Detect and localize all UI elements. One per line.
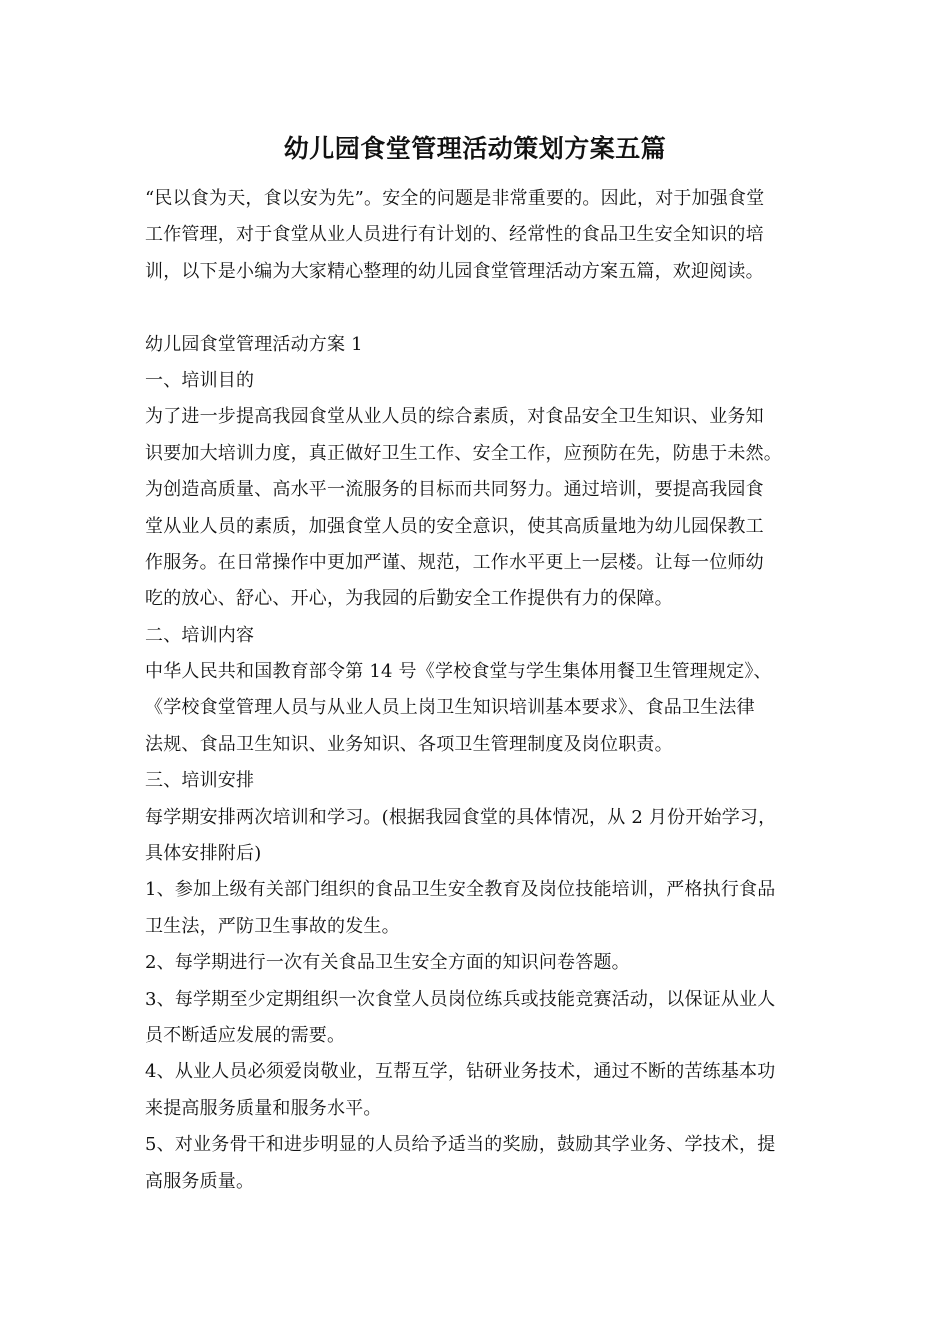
- list-item: 3、每学期至少定期组织一次食堂人员岗位练兵或技能竞赛活动，以保证从业人: [145, 988, 776, 1010]
- heading-training-purpose: 一、培训目的: [145, 369, 255, 391]
- body-line: 中华人民共和国教育部令第 14 号《学校食堂与学生集体用餐卫生管理规定》、: [145, 661, 772, 683]
- body-line: 识要加大培训力度，真正做好卫生工作、安全工作，应预防在先，防患于未然。: [145, 442, 782, 464]
- list-item: 2、每学期进行一次有关食品卫生安全方面的知识问卷答题。: [145, 952, 630, 974]
- paragraph-gap: [145, 290, 835, 326]
- body-line: 为了进一步提高我园食堂从业人员的综合素质，对食品安全卫生知识、业务知: [145, 406, 764, 428]
- document-body: [145, 181, 835, 1200]
- list-item: 1、参加上级有关部门组织的食品卫生安全教育及岗位技能培训，严格执行食品: [145, 879, 776, 901]
- intro-line: 训，以下是小编为大家精心整理的幼儿园食堂管理活动方案五篇，欢迎阅读。: [145, 260, 764, 282]
- document-title: 幼儿园食堂管理活动策划方案五篇: [283, 134, 667, 163]
- list-item-continued: 卫生法，严防卫生事故的发生。: [145, 915, 400, 937]
- intro-line: “民以食为天，食以安为先”。安全的问题是非常重要的。因此，对于加强食堂: [145, 188, 765, 209]
- intro-line: 工作管理，对于食堂从业人员进行有计划的、经常性的食品卫生安全知识的培: [145, 224, 764, 246]
- body-line: 作服务。在日常操作中更加严谨、规范，工作水平更上一层楼。让每一位师幼: [145, 551, 764, 573]
- body-line: 具体安排附后): [145, 843, 262, 865]
- body-line: 《学校食堂管理人员与从业人员上岗卫生知识培训基本要求》、食品卫生法律: [145, 697, 755, 719]
- list-item: 4、从业人员必须爱岗敬业，互帮互学，钻研业务技术，通过不断的苦练基本功: [145, 1061, 776, 1083]
- body-line: 堂从业人员的素质，加强食堂人员的安全意识，使其高质量地为幼儿园保教工: [145, 515, 764, 537]
- list-item-continued: 员不断适应发展的需要。: [145, 1024, 346, 1046]
- heading-training-arrangement: 三、培训安排: [145, 770, 255, 792]
- body-line: 法规、食品卫生知识、业务知识、各项卫生管理制度及岗位职责。: [145, 733, 673, 755]
- heading-training-content: 二、培训内容: [145, 624, 255, 646]
- list-item-continued: 来提高服务质量和服务水平。: [145, 1097, 382, 1119]
- list-item-continued: 高服务质量。: [145, 1170, 255, 1192]
- list-item: 5、对业务骨干和进步明显的人员给予适当的奖励，鼓励其学业务、学技术，提: [145, 1134, 776, 1156]
- section-title: 幼儿园食堂管理活动方案 1: [145, 333, 363, 355]
- body-line: 为创造高质量、高水平一流服务的目标而共同努力。通过培训，要提高我园食: [145, 479, 764, 501]
- body-line: 每学期安排两次培训和学习。(根据我园食堂的具体情况，从 2 月份开始学习，: [145, 806, 777, 828]
- body-line: 吃的放心、舒心、开心，为我园的后勤安全工作提供有力的保障。: [145, 588, 673, 610]
